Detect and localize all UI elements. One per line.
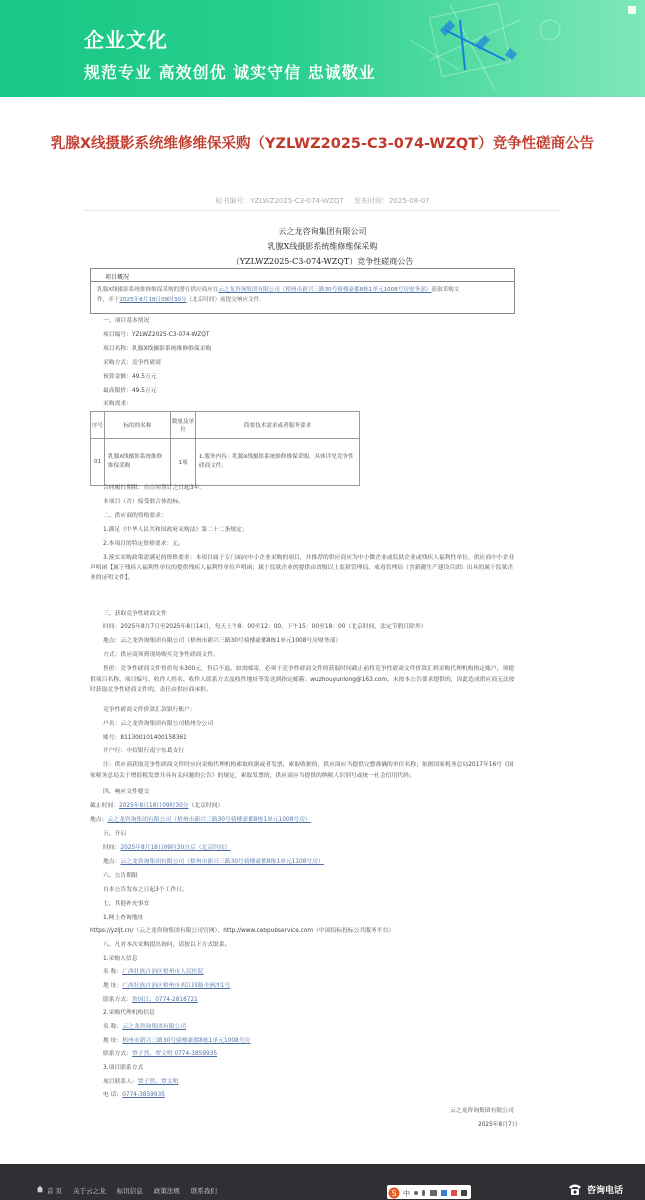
section-3-heading: 三、获取竞争性磋商文件 <box>103 611 167 617</box>
project-code: 项目编号：YZLWZ2025-C3-074-WZQT <box>103 332 210 338</box>
section-2-heading: 二、供应商的资格要求： <box>103 513 167 519</box>
query-address-label: 1.网上查询地址 <box>103 915 144 921</box>
divider <box>84 210 561 211</box>
section-8-heading: 八、凡对本次采购提出询问，请按以下方式联系。 <box>103 942 231 948</box>
agency-address <box>103 1037 250 1045</box>
project-contact-heading: 3.项目联系方式 <box>103 1065 144 1071</box>
submit-place-value: 云之龙咨询集团有限公司（梧州市新兴三路30号骑楼豪都8栋1单元1008号房） <box>107 817 311 823</box>
th-req: 简要技术需求或者服务要求 <box>196 412 360 439</box>
overview-text <box>91 282 514 305</box>
doc-heading: （YZLWZ2025-C3-074-WZQT）竞争性磋商公告 <box>231 257 414 266</box>
banner-slogan: 规范专业 高效创优 诚实守信 忠诚敬业 <box>84 63 376 82</box>
project-contact-phone-label: 电 话： <box>103 1092 123 1098</box>
submit-deadline-label: 截止时间： <box>90 803 119 809</box>
td-qty: 1项 <box>171 439 196 486</box>
submit-deadline <box>90 802 223 810</box>
section-4-heading: 四、响应文件提交 <box>103 789 150 795</box>
agency-name-label: 名 称： <box>103 1024 123 1030</box>
submit-place-label: 地点： <box>90 817 108 823</box>
procurement-method: 采购方式：竞争性磋商 <box>103 360 161 366</box>
section-6-heading: 六、公告期限 <box>103 873 138 879</box>
th-no: 序号 <box>91 412 105 439</box>
invoice-note: 注：供应商获取竞争性磋商文件时应向采购代理机构索取收据或者发票，索取收据的，供应商应当提供完整准确的单位名称；依据国家税务总局2017年16号《国家税务总局关于增值税发票开具有关问题的公告》的规定，索取发票的，供应商应当提供的纳税人识别号或统一社会信用代码； <box>90 762 514 779</box>
bank-account-name: 户名：云之龙咨询集团有限公司梧州分公司 <box>103 721 214 727</box>
purchaser-name <box>103 968 203 976</box>
phone-icon <box>567 1182 583 1196</box>
svg-text:中: 中 <box>403 1190 410 1198</box>
bank-account-no: 账号：811300101400158361 <box>103 735 187 741</box>
footer-phone[interactable] <box>567 1182 623 1196</box>
overview-address-link[interactable]: 云之龙咨询集团有限公司（梧州市新兴三路30号骑楼豪都8栋1单元1008号房财务部） <box>218 287 432 293</box>
signature-date: 2025年8月7日 <box>478 1122 518 1128</box>
meta-date: 发布时间：2025-08-07 <box>353 197 430 205</box>
submit-place <box>90 816 311 824</box>
obtain-price: 售价：竞争性磋商文件售价每本300元，售后不退。如需邮寄，必须于竞争性磋商文件的获取时间截止前将竞争性磋商文件价款汇到采购代理机构指定账户，须提供项目名称、项目编号、收件人姓名、收件人联系方式及收件地址等发送到指定邮箱：wuzhouyunlong@163.com，未按本公告要求提供的，因此造成供应商无法按时获取竞争性磋商文件的，责任由供应商承担。 <box>90 666 515 693</box>
budget: 预算金额：49.5万元 <box>103 374 157 380</box>
max-price: 最高限价：49.5万元 <box>103 388 157 394</box>
agency-name-value: 云之龙咨询集团有限公司 <box>122 1024 187 1030</box>
purchaser-address <box>103 982 230 990</box>
overview-deadline: 2025年8月18日09时30分 <box>119 297 187 303</box>
opening-place <box>103 858 324 866</box>
bank-branch: 开户行：中信银行南宁东葛支行 <box>103 748 185 754</box>
footer-nav-home[interactable]: 首 页 <box>47 1187 63 1195</box>
purchaser-info-heading: 1.采购人信息 <box>103 956 138 962</box>
overview-title: 项目概况 <box>91 269 514 282</box>
footer-nav <box>36 1186 226 1195</box>
overview-text-4: （北京时间）前提交响应文件。 <box>186 297 265 303</box>
footer-nav-about[interactable]: 关于云之龙 <box>73 1187 106 1195</box>
section-7-heading: 七、其他补充事宜 <box>103 901 150 907</box>
banner-decoration-icon <box>400 0 645 97</box>
requirements-label: 采购需求： <box>103 401 132 407</box>
overview-box <box>90 268 515 314</box>
td-no: 01 <box>91 439 105 486</box>
overview-text-1: 乳腺X线摄影系统维修维保采购的潜在供应商应在 <box>97 287 219 293</box>
purchaser-address-label: 地 址： <box>103 983 123 989</box>
agency-address-value: 梧州市新兴三路30号骑楼豪都8栋1单元1008号房 <box>122 1038 251 1044</box>
project-contact-person <box>103 1078 178 1086</box>
opening-place-value: 云之龙咨询集团有限公司（梧州市新兴三路30号骑楼豪都8栋1单元1108号房） <box>120 859 324 865</box>
submit-deadline-value: 2025年8月18日09时30分 <box>119 803 189 809</box>
qualification-3: 3.落实采购政策需满足的资格要求：本项目属于专门面向中小企业采购的项目，并推荐的供应商应为中小微企业或监狱企业或残疾人福利性单位，供应商中小企业声明函【属于残疾人福利性单位的提供残疾人福利性单位声明函；属于监狱企业的提供由省级以上监狱管理局、戒毒管理局（含新疆生产建设兵团）出具的属于监狱企业的证明文件】。 <box>90 555 515 581</box>
footer-nav-contact[interactable]: 联系我们 <box>190 1187 217 1195</box>
overview-text-3: 件，并于 <box>97 297 120 303</box>
doc-org: 云之龙咨询集团有限公司 <box>278 227 367 236</box>
td-name: 乳腺X线摄影系统维修维保采购 <box>105 439 171 486</box>
opening-time-label: 时间： <box>103 845 121 851</box>
meta-code: 标书编号：YZLWZ2025-C3-074-WZQT <box>215 197 344 205</box>
purchaser-contact <box>103 996 198 1004</box>
project-name: 项目名称：乳腺X线摄影系统维修维保采购 <box>103 346 212 352</box>
notice-period: 自本公告发布之日起3个工作日。 <box>103 887 188 893</box>
purchaser-address-value: 广西壮族自治区梧州市西江四路全洲冲1号 <box>122 983 231 989</box>
opening-time-value: 2025年8月18日09时30分后（北京时间） <box>120 845 231 851</box>
project-contact-person-label: 项目联系人： <box>103 1079 138 1085</box>
opening-time <box>103 844 231 852</box>
table-row <box>91 439 360 486</box>
footer-nav-policies[interactable]: 政策法规 <box>153 1187 180 1195</box>
requirements-table <box>90 411 360 486</box>
th-qty: 数量及单位 <box>171 412 196 439</box>
submit-deadline-tz: （北京时间） <box>188 803 224 809</box>
obtain-method: 方式：供应商须到现场购买竞争性磋商文件。 <box>103 652 219 658</box>
query-address-urls[interactable]: https://yzljt.cn/（云之龙咨询集团有限公司官网）、http://www.cebpubservice.com（中国招标投标公共服务平台） <box>90 928 395 934</box>
footer <box>0 1164 645 1200</box>
footer-nav-tenders[interactable]: 标讯信息 <box>116 1187 143 1195</box>
th-name: 标的的名称 <box>105 412 171 439</box>
section-1-heading: 一、项目基本情况 <box>103 318 150 324</box>
purchaser-contact-value: 詹国江；0774-2816721 <box>132 997 198 1003</box>
opening-place-label: 地点： <box>103 859 121 865</box>
project-contact-phone <box>103 1091 165 1099</box>
overview-text-2: 获取采购文 <box>431 287 460 293</box>
phone-label: 咨询电话 <box>586 1185 623 1196</box>
bank-label: 竞争性磋商文件价款汇款银行账户： <box>103 707 196 713</box>
page-title: 乳腺X线摄影系统维修维保采购（YZLWZ2025-C3-074-WZQT）竞争性磋商公告 <box>50 136 595 152</box>
section-5-heading: 五、开启 <box>103 831 127 837</box>
ime-toolbar[interactable] <box>387 1185 471 1199</box>
purchaser-contact-label: 联系方式： <box>103 997 132 1003</box>
qualification-2: 2.本项目的特定资格要求：无。 <box>103 541 184 547</box>
agency-contact-value: 覃子然、覃文明 0774-3859935 <box>132 1051 218 1057</box>
agency-name <box>103 1023 186 1031</box>
table-header-row <box>91 412 360 439</box>
contract-period: 合同履行期限：自合同签订之日起3年。 <box>103 485 206 491</box>
td-req: 1.服务内容：乳腺X线摄影系统维修维保采购，具体详见竞争性磋商文件。 <box>196 439 360 486</box>
agency-address-label: 地 址： <box>103 1038 123 1044</box>
obtain-place: 地点：云之龙咨询集团有限公司（梧州市新兴三路30号骑楼豪都8栋1单元1008号房财务部） <box>103 638 342 644</box>
article-meta <box>0 196 645 206</box>
doc-project: 乳腺X线摄影系统维修维保采购 <box>267 242 378 251</box>
consortium: 本项目（否）接受联合体投标。 <box>103 499 185 505</box>
svg-text:S: S <box>391 1189 397 1198</box>
purchaser-name-label: 名 称： <box>103 969 123 975</box>
agency-info-heading: 2.采购代理机构信息 <box>103 1010 155 1016</box>
agency-contact-label: 联系方式： <box>103 1051 132 1057</box>
header-banner <box>0 0 645 97</box>
purchaser-name-value: 广西壮族自治区梧州市人民医院 <box>122 969 204 975</box>
signature-org: 云之龙咨询集团有限公司 <box>450 1108 514 1114</box>
project-contact-person-value: 覃子然、覃文明 <box>137 1079 179 1085</box>
agency-contact <box>103 1050 217 1058</box>
project-contact-phone-value: 0774-3859935 <box>122 1092 165 1098</box>
obtain-time: 时间：2025年8月7日至2025年8月14日，每天上午8：00至12：00，下午15：00至18：00（北京时间，法定节假日除外） <box>103 624 427 630</box>
ime-toolbar-icons <box>387 1186 471 1200</box>
banner-title: 企业文化 <box>84 28 168 52</box>
qualification-1: 1.满足《中华人民共和国政府采购法》第二十二条规定； <box>103 527 248 533</box>
